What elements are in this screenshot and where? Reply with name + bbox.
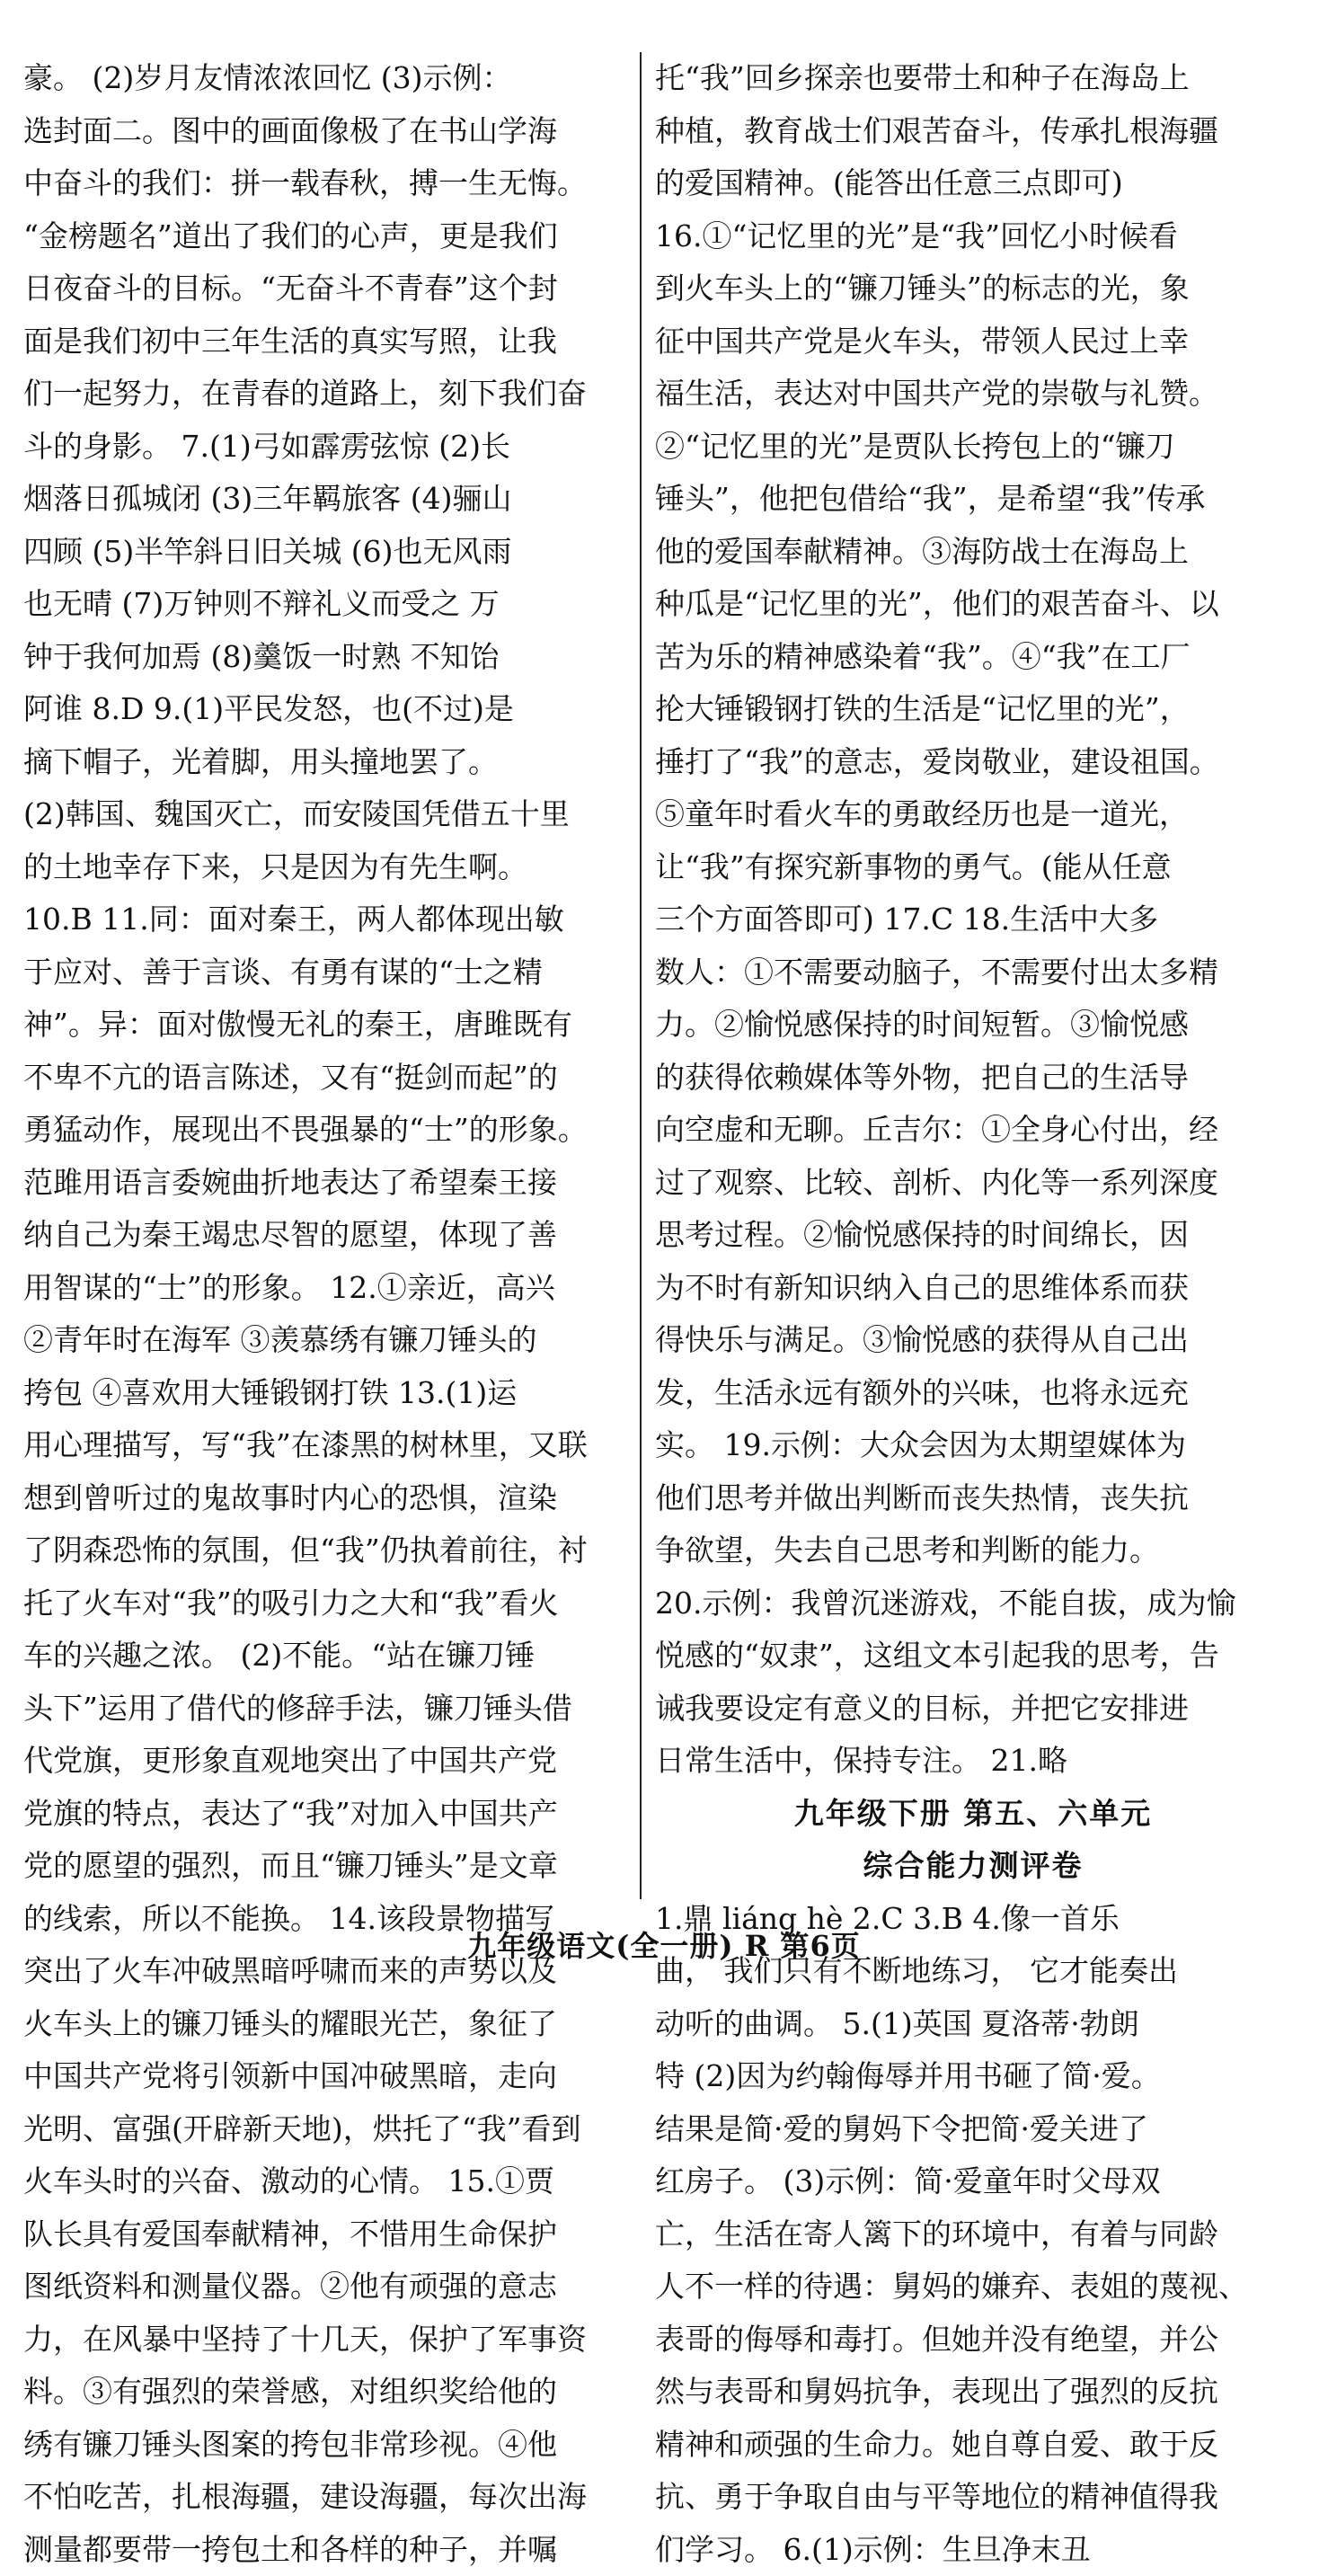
text-line: 特 (2)因为约翰侮辱并用书砸了简·爱。 [655,2050,1291,2103]
text-line: 用智谋的“士”的形象。 12.①亲近，高兴 [23,1262,643,1315]
text-line: 10.B 11.同：面对秦王，两人都体现出敏 [23,893,643,946]
text-line: 烟落日孤城闭 (3)三年羁旅客 (4)骊山 [23,473,643,526]
text-line: 三个方面答即可) 17.C 18.生活中大多 [655,893,1291,946]
text-line: 纳自己为秦王竭忠尽智的愿望，体现了善 [23,1209,643,1262]
text-line: 苦为乐的精神感染着“我”。④“我”在工厂 [655,631,1291,684]
text-line: 党旗的特点，表达了“我”对加入中国共产 [23,1788,643,1841]
text-line: 20.示例：我曾沉迷游戏，不能自拔，成为愉 [655,1577,1291,1630]
text-line: 神”。异：面对傲慢无礼的秦王，唐雎既有 [23,999,643,1052]
text-line: 种植，教育战士们艰苦奋斗，传承扎根海疆 [655,105,1291,158]
text-line: 们一起努力，在青春的道路上，刻下我们奋 [23,368,643,421]
text-line: 头下”运用了借代的修辞手法，镰刀锤头借 [23,1683,643,1736]
text-line: 让“我”有探究新事物的勇气。(能从任意 [655,841,1291,894]
text-line: 1.鼎 liáng hè 2.C 3.B 4.像一首乐 [655,1893,1291,1946]
text-line: 四顾 (5)半竿斜日旧关城 (6)也无风雨 [23,526,643,579]
text-line: 挎包 ④喜欢用大锤锻钢打铁 13.(1)运 [23,1367,643,1420]
text-line: 于应对、善于言谈、有勇有谋的“士之精 [23,946,643,999]
text-line: 车的兴趣之浓。 (2)不能。“站在镰刀锤 [23,1630,643,1683]
text-line: 突出了火车冲破黑暗呼啸而来的声势以及 [23,1945,643,1998]
text-line: 范雎用语言委婉曲折地表达了希望秦王接 [23,1157,643,1210]
text-line: 力。②愉悦感保持的时间短暂。③愉悦感 [655,999,1291,1052]
text-line: 图纸资料和测量仪器。②他有顽强的意志 [23,2261,643,2314]
text-line: “金榜题名”道出了我们的心声，更是我们 [23,210,643,263]
text-line: 他们思考并做出判断而丧失热情，丧失抗 [655,1472,1291,1525]
text-line: 日常生活中，保持专注。 21.略 [655,1735,1291,1788]
section-heading: 九年级下册 第五、六单元 [655,1788,1291,1841]
text-line: 日夜奋斗的目标。“无奋斗不青春”这个封 [23,262,643,315]
text-line: 测量都要带一挎包土和各样的种子，并嘱 [23,2524,643,2576]
text-line: 向空虚和无聊。丘吉尔：①全身心付出，经 [655,1104,1291,1157]
text-line: 人不一样的待遇：舅妈的嫌弃、表姐的蔑视、 [655,2261,1291,2314]
text-line: 钟于我何加焉 (8)羹饭一时熟 不知饴 [23,631,643,684]
text-line: 豪。 (2)岁月友情浓浓回忆 (3)示例： [23,52,643,105]
text-line: 征中国共产党是火车头，带领人民过上幸 [655,315,1291,369]
text-line: 中奋斗的我们：拼一载春秋，搏一生无悔。 [23,157,643,210]
text-line: 锤头”，他把包借给“我”，是希望“我”传承 [655,473,1291,526]
text-line: 们学习。 6.(1)示例：生旦净末丑 [655,2524,1291,2576]
text-line: 面是我们初中三年生活的真实写照，让我 [23,315,643,369]
text-line: 绣有镰刀锤头图案的挎包非常珍视。④他 [23,2419,643,2472]
text-line: 的爱国精神。(能答出任意三点即可) [655,157,1291,210]
text-line: 斗的身影。 7.(1)弓如霹雳弦惊 (2)长 [23,421,643,474]
text-line: 为不时有新知识纳入自己的思维体系而获 [655,1262,1291,1315]
text-line: 火车头上的镰刀锤头的耀眼光芒，象征了 [23,1998,643,2051]
text-line: 思考过程。②愉悦感保持的时间绵长，因 [655,1209,1291,1262]
text-line: ⑤童年时看火车的勇敢经历也是一道光， [655,788,1291,841]
text-line: 福生活，表达对中国共产党的崇敬与礼赞。 [655,368,1291,421]
column-divider [640,52,642,1899]
text-line: 用心理描写，写“我”在漆黑的树林里，又联 [23,1419,643,1472]
text-line: 表哥的侮辱和毒打。但她并没有绝望，并公 [655,2314,1291,2367]
text-line: 诫我要设定有意义的目标，并把它安排进 [655,1683,1291,1736]
text-line: 力，在风暴中坚持了十几天，保护了军事资 [23,2314,643,2367]
text-line: 发，生活永远有额外的兴味，也将永远充 [655,1367,1291,1420]
text-line: 捶打了“我”的意志，爱岗敬业，建设祖国。 [655,736,1291,789]
text-line: 抡大锤锻钢打铁的生活是“记忆里的光”， [655,683,1291,736]
text-line: 想到曾听过的鬼故事时内心的恐惧，渲染 [23,1472,643,1525]
text-line: 他的爱国奉献精神。③海防战士在海岛上 [655,526,1291,579]
text-line: 然与表哥和舅妈抗争，表现出了强烈的反抗 [655,2366,1291,2419]
text-line: 摘下帽子，光着脚，用头撞地罢了。 [23,736,643,789]
section-subheading: 综合能力测评卷 [655,1840,1291,1893]
text-line: 阿谁 8.D 9.(1)平民发怒，也(不过)是 [23,683,643,736]
text-line: 光明、富强(开辟新天地)，烘托了“我”看到 [23,2103,643,2156]
text-line: 勇猛动作，展现出不畏强暴的“士”的形象。 [23,1104,643,1157]
text-line: 党的愿望的强烈，而且“镰刀锤头”是文章 [23,1840,643,1893]
text-line: 队长具有爱国奉献精神，不惜用生命保护 [23,2208,643,2261]
text-line: 实。 19.示例：大众会因为太期望媒体为 [655,1419,1291,1472]
text-line: 中国共产党将引领新中国冲破黑暗，走向 [23,2050,643,2103]
text-line: 过了观察、比较、剖析、内化等一系列深度 [655,1157,1291,1210]
text-line: ②“记忆里的光”是贾队长挎包上的“镰刀 [655,421,1291,474]
text-line: 精神和顽强的生命力。她自尊自爱、敢于反 [655,2419,1291,2472]
text-line: ②青年时在海军 ③羡慕绣有镰刀锤头的 [23,1314,643,1367]
text-line: 得快乐与满足。③愉悦感的获得从自己出 [655,1314,1291,1367]
text-line: 不怕吃苦，扎根海疆，建设海疆，每次出海 [23,2471,643,2524]
text-line: 的线索，所以不能换。 14.该段景物描写 [23,1893,643,1946]
text-line: 料。③有强烈的荣誉感，对组织奖给他的 [23,2366,643,2419]
text-line: 到火车头上的“镰刀锤头”的标志的光，象 [655,262,1291,315]
text-line: 火车头时的兴奋、激动的心情。 15.①贾 [23,2155,643,2208]
right-column [655,52,1291,2576]
text-line: 托了火车对“我”的吸引力之大和“我”看火 [23,1577,643,1630]
text-line: 也无晴 (7)万钟则不辩礼义而受之 万 [23,578,643,631]
text-line: (2)韩国、魏国灭亡，而安陵国凭借五十里 [23,788,643,841]
text-line: 曲， 我们只有不断地练习， 它才能奏出 [655,1945,1291,1998]
text-line: 了阴森恐怖的氛围，但“我”仍执着前往，衬 [23,1524,643,1577]
left-column [23,52,643,2576]
text-line: 结果是简·爱的舅妈下令把简·爱关进了 [655,2103,1291,2156]
text-line: 数人：①不需要动脑子，不需要付出太多精 [655,946,1291,999]
text-line: 种瓜是“记忆里的光”，他们的艰苦奋斗、以 [655,578,1291,631]
text-line: 亡，生活在寄人篱下的环境中，有着与同龄 [655,2208,1291,2261]
text-line: 的获得依赖媒体等外物，把自己的生活导 [655,1052,1291,1105]
text-line: 选封面二。图中的画面像极了在书山学海 [23,105,643,158]
text-line: 代党旗，更形象直观地突出了中国共产党 [23,1735,643,1788]
text-line: 16.①“记忆里的光”是“我”回忆小时候看 [655,210,1291,263]
text-line: 托“我”回乡探亲也要带土和种子在海岛上 [655,52,1291,105]
text-line: 的土地幸存下来，只是因为有先生啊。 [23,841,643,894]
text-line: 动听的曲调。 5.(1)英国 夏洛蒂·勃朗 [655,1998,1291,2051]
text-line: 红房子。 (3)示例：简·爱童年时父母双 [655,2155,1291,2208]
text-line: 悦感的“奴隶”，这组文本引起我的思考，告 [655,1630,1291,1683]
text-line: 不卑不亢的语言陈述，又有“挺剑而起”的 [23,1052,643,1105]
text-line: 抗、勇于争取自由与平等地位的精神值得我 [655,2471,1291,2524]
text-line: 争欲望，失去自己思考和判断的能力。 [655,1524,1291,1577]
page-footer: 九年级语文(全一册) R 第6页 [0,1923,1328,1965]
